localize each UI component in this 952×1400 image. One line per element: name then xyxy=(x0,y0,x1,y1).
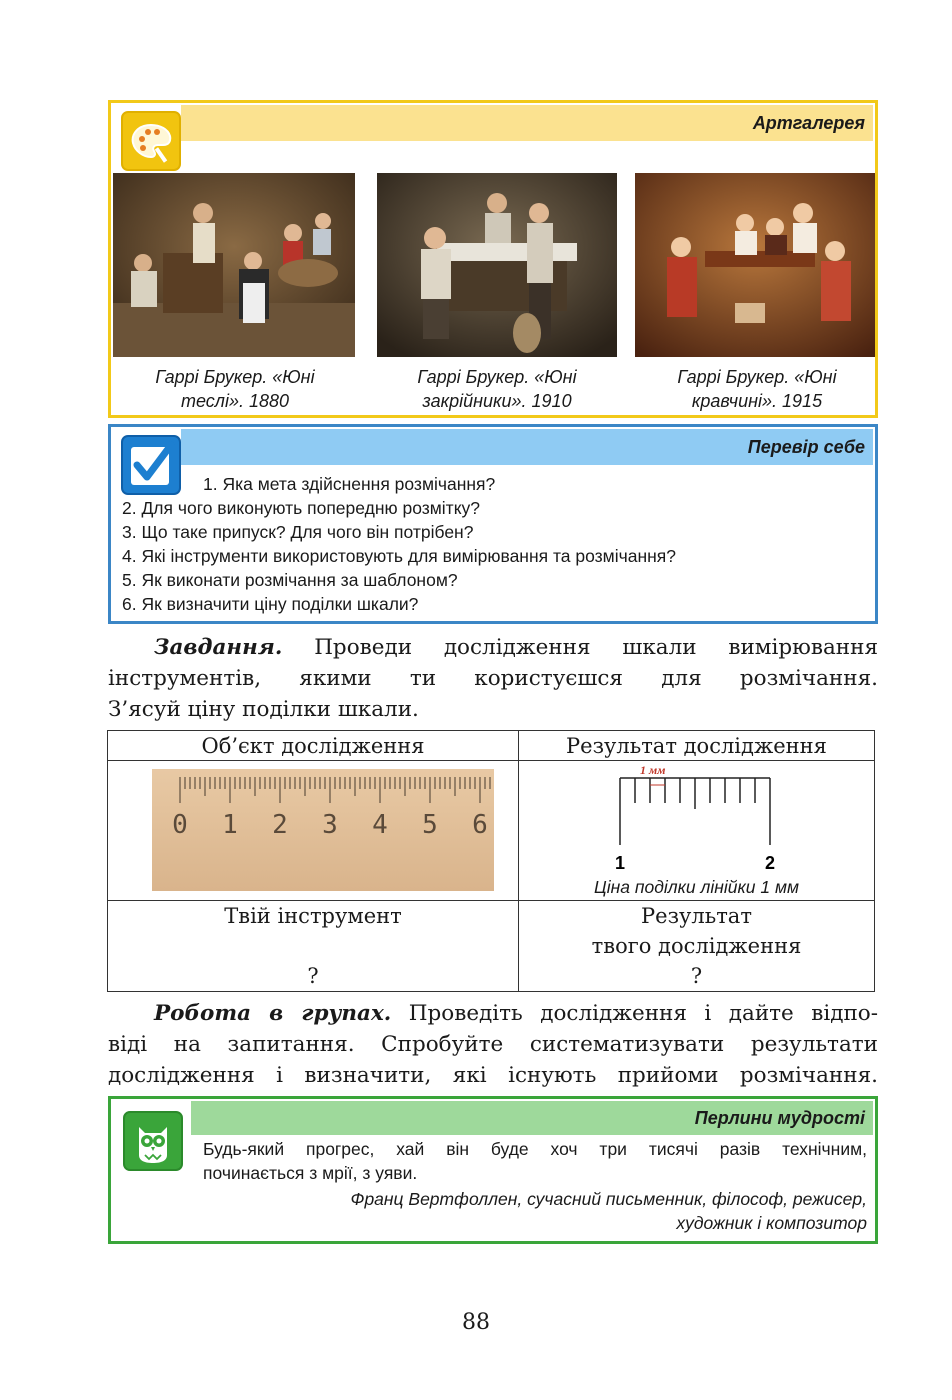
caption-line: Гаррі Брукер. «Юні xyxy=(417,367,577,387)
ruler-number: 3 xyxy=(322,810,338,840)
group-work-line-2: віді на запитання. Спробуйте систематизувати результати xyxy=(108,1032,878,1057)
task-line-3: З’ясуй ціну поділки шкали. xyxy=(108,697,419,722)
wisdom-title: Перлини мудрості xyxy=(694,1108,865,1128)
question-3: 3. Що таке припуск? Для чого він потрібен? xyxy=(122,522,474,542)
painting-young-cutters xyxy=(377,173,617,357)
group-work-line-3: дослідження і визначити, які існують прийоми розмічання. xyxy=(108,1063,878,1088)
ruler-number: 2 xyxy=(272,810,288,840)
art-gallery-box xyxy=(108,100,878,418)
owl-icon xyxy=(123,1111,183,1171)
wisdom-box xyxy=(108,1096,878,1244)
ruler-number: 6 xyxy=(472,810,488,840)
page-number: 88 xyxy=(462,1310,490,1335)
header-object: Об’єкт дослідження xyxy=(201,734,425,758)
painting-young-seamstresses xyxy=(635,173,875,357)
your-tool-question: ? xyxy=(307,964,319,988)
your-tool-label: Твій інструмент xyxy=(224,904,402,928)
question-6: 6. Як визначити ціну поділки шкали? xyxy=(122,594,419,614)
art-gallery-header xyxy=(181,105,873,141)
author-line-2: художник і композитор xyxy=(676,1213,867,1233)
ruler-number: 4 xyxy=(372,810,388,840)
header-result: Результат дослідження xyxy=(566,734,827,758)
scale-division-diagram xyxy=(598,763,798,873)
group-work-paragraph xyxy=(108,998,878,1091)
group-work-label: Робота в групах. xyxy=(154,1001,392,1026)
task-line-1 xyxy=(108,632,878,663)
art-gallery-title: Артгалерея xyxy=(752,113,865,133)
caption-line: закрійники». 1910 xyxy=(422,391,572,411)
your-result-line-1: Результат xyxy=(641,904,752,928)
ruler-number: 0 xyxy=(172,810,188,840)
scale-caption: Ціна поділки лінійки 1 мм xyxy=(594,877,799,897)
question-2: 2. Для чого виконують попередню розмітку? xyxy=(122,498,481,518)
ruler-number: 1 xyxy=(222,810,238,840)
group-work-text: Проведіть дослідження і дайте відпо- xyxy=(408,1001,879,1026)
quote-line-2: починається з мрії, з уяви. xyxy=(203,1163,418,1183)
your-result-question: ? xyxy=(690,964,703,988)
check-yourself-title: Перевір себе xyxy=(747,437,865,457)
scale-end-label: 2 xyxy=(764,853,776,873)
caption-line: теслі». 1880 xyxy=(180,391,289,411)
painting-young-carpenters xyxy=(113,173,355,357)
group-work-line-1 xyxy=(108,998,878,1029)
question-5: 5. Як виконати розмічання за шаблоном? xyxy=(122,570,458,590)
task-text: Проведи дослідження шкали вимірювання xyxy=(314,635,879,660)
wooden-ruler-image xyxy=(152,769,494,891)
task-line-2: інструментів, якими ти користуєшся для розмічання. xyxy=(108,666,878,691)
caption-line: Гаррі Брукер. «Юні xyxy=(677,367,837,387)
question-1: 1. Яка мета здійснення розмічання? xyxy=(203,474,496,494)
wisdom-header xyxy=(191,1101,873,1135)
caption-painting-2 xyxy=(381,365,613,413)
check-yourself-header xyxy=(181,429,873,465)
checkmark-icon xyxy=(121,435,181,495)
scale-mm-label: 1 мм xyxy=(640,763,666,777)
scale-start-label: 1 xyxy=(614,853,626,873)
research-table xyxy=(107,730,875,992)
caption-line: кравчині». 1915 xyxy=(691,391,823,411)
ruler-number: 5 xyxy=(422,810,438,840)
question-4: 4. Які інструменти використовують для вимірювання та розмічання? xyxy=(122,546,676,566)
quote-line-1: Будь-який прогрес, хай він буде хоч три тисячі разів технічним, xyxy=(203,1139,867,1159)
caption-painting-3 xyxy=(641,365,873,413)
your-result-line-2: твого дослідження xyxy=(591,934,802,958)
caption-line: Гаррі Брукер. «Юні xyxy=(155,367,315,387)
task-paragraph xyxy=(108,632,878,725)
check-yourself-box xyxy=(108,424,878,624)
palette-icon xyxy=(121,111,181,171)
caption-painting-1 xyxy=(121,365,349,413)
task-label: Завдання. xyxy=(154,635,283,660)
author-line-1: Франц Вертфоллен, сучасний письменник, філософ, режисер, xyxy=(350,1189,867,1209)
